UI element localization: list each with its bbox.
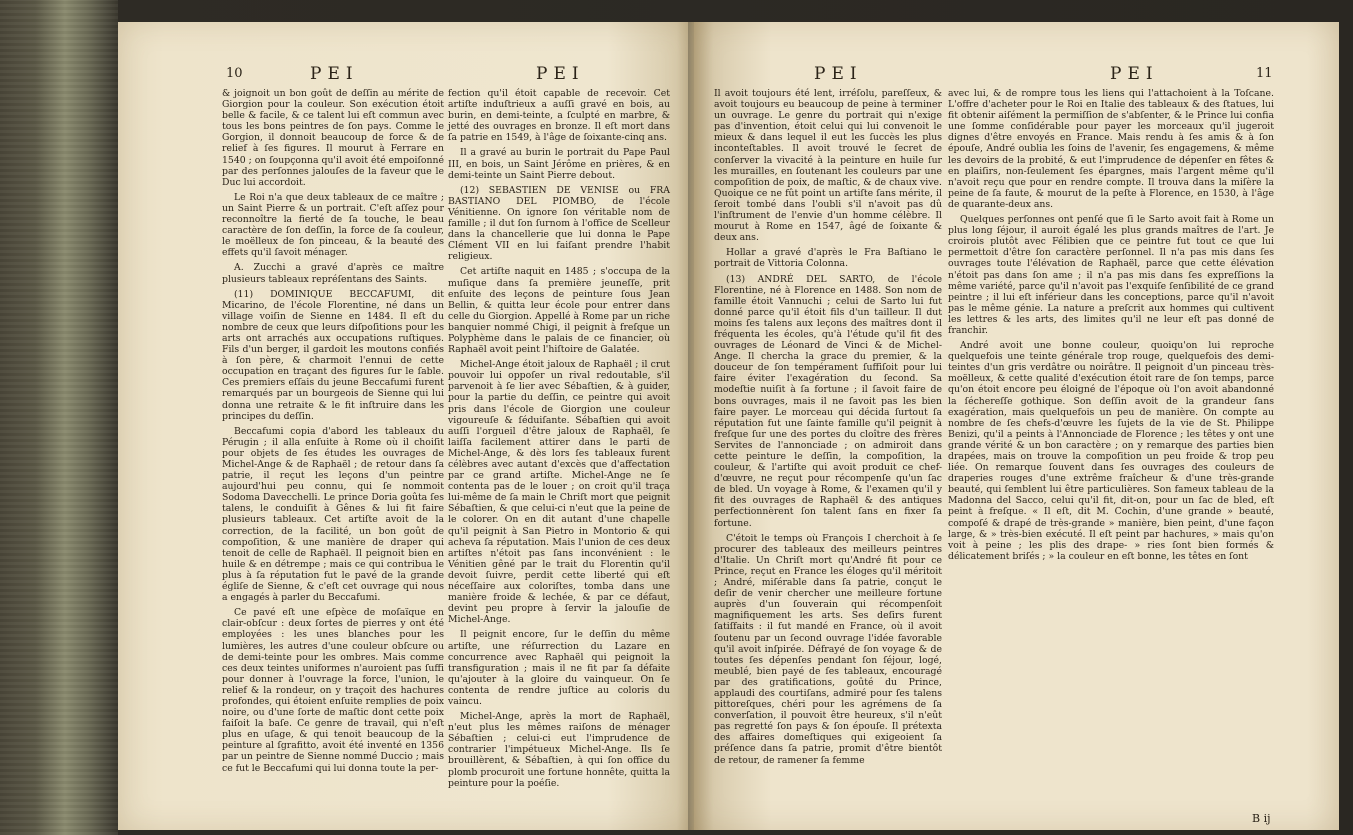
paragraph: Michel-Ange, après la mort de Raphaël, n'eut plus les mêmes raiſons de ménager Sébaſtien ; celui-ci eut l'imprudence de contrarier l'impétueux Michel-Ange. Ils ſe brouillèrent, & Sébaſtien, à qui ſon office du plomb procuroit une fortune honnête, quitta la peinture pour la poéſie. xyxy=(448,711,670,789)
paragraph: Il avoit toujours été lent, irréſolu, pareſſeux, & avoit toujours eu beaucoup de peine à terminer un ouvrage. Le genre du portrait qui n'exige pas d'invention, étoit celui qui lui convenoit le mieux & dans lequel il eut les ſuccès les plus inconteſtables. Il avoit trouvé le ſecret de conſerver la vivacité à la peinture en huile ſur les murailles, en ſoutenant les couleurs par une compoſition de poix, de maſtic, & de chaux vive. Quoique ce ne fût point un artiſte ſans mérite, il ſeroit tombé dans l'oubli s'il n'avoit pas dû l'inſtrument de l'envie d'un homme célèbre. Il mourut à Rome en 1547, âgé de ſoixante & deux ans. xyxy=(714,88,942,244)
paragraph: Beccafumi copia d'abord les tableaux du Pérugin ; il alla enſuite à Rome où il choiſit pour objets de ſes études les ouvrages de Michel-Ange & de Raphaël ; de retour dans ſa patrie, il reçut les leçons d'un peintre aujourd'hui peu connu, qui ſe nommoit Sodoma Davecchelli. Le prince Doria goûta ſes talens, le conduiſit à Gênes & lui fit faire plusieurs tableaux. Cet artiſte avoit de la correction, de la facilité, un bon goût de compoſition, & une manière de draper qui tenoit de celle de Raphaël. Il peignoit bien en huile & en détrempe ; mais ce qui contribua le plus à ſa réputation fut le pavé de la grande égliſe de Sienne, & c'eſt cet ouvrage qui nous a engagés à parler du Beccafumi. xyxy=(222,425,444,604)
paragraph: Michel-Ange étoit jaloux de Raphaël ; il crut pouvoir lui oppoſer un rival redoutable, s'il parvenoit à ſe lier avec Sébaſtien, & à guider, pour la partie du deſſin, ce peintre qui avoit pris dans l'école de Giorgion une couleur vigoureuſe & ſéduiſante. Sébaſtien qui avoit auſſi l'orgueil d'être jaloux de Raphaël, ſe laiſſa facilement attirer dans le parti de Michel-Ange, & dès lors ſes tableaux furent célèbres avec autant d'excès que d'affectation par ce grand artiſte. Michel-Ange ne ſe contenta pas de le louer ; on croit qu'il traça lui-même de ſa main le Chriſt mort que peignit Sébaſtien, & que celui-ci n'eut que la peine de le colorer. On en dit autant d'une chapelle qu'il peignit à San Pietro in Montorio & qui acheva ſa réputation. Mais l'union de ces deux artiſtes n'étoit pas ſans inconvénient : le Vénitien gêné par le trait du Florentin qu'il devoit ſuivre, perdit cette liberté qui eſt néceſſaire aux coloriſtes, tomba dans une manière froide & lechée, & par ce défaut, devint peu propre à ſervir la jalouſie de Michel-Ange. xyxy=(448,359,670,626)
left-page-column-2 xyxy=(448,88,670,793)
paragraph: Ce pavé eſt une eſpèce de moſaïque en clair-obſcur : deux ſortes de pierres y ont été employées : les unes blanches pour les lumières, les autres d'une couleur obſcure ou de demi-teinte pour les ombres. Mais comme ces deux teintes uniformes n'auroient pas ſuffi pour donner à l'ouvrage la force, l'union, le relief & la rondeur, on y traçoit des hachures profondes, qui étoient enſuite remplies de poix noire, ou d'une ſorte de maſtic dont cette poix faiſoit la baſe. Ce genre de travail, qui n'eſt plus en uſage, & qui tenoit beaucoup de la peinture al ſgrafitto, avoit été inventé en 1356 par un peintre de Sienne nommé Duccio ; mais ce fut le Beccafumi qui lui donna toute la per- xyxy=(222,607,444,774)
left-page-column-1 xyxy=(222,88,444,778)
left-running-head-left: PEI xyxy=(310,64,359,84)
book-binding xyxy=(0,0,118,835)
right-page-number: 11 xyxy=(1256,66,1273,81)
paragraph: C'étoit le temps où François I cherchoit à ſe procurer des tableaux des meilleurs peintres d'Italie. Un Chriſt mort qu'André fit pour ce Prince, reçut en France les éloges qu'il méritoit ; André, miſérable dans ſa patrie, conçut le deſir de venir chercher une meilleure fortune auprès d'un ſouverain qui récompenſoit magnifiquement les arts. Ses deſirs furent ſatiſfaits : il fut mandé en France, où il avoit ſoutenu par un ſecond ouvrage l'idée favorable qu'il avoit inſpirée. Défrayé de ſon voyage & de toutes ſes dépenſes pendant ſon ſéjour, logé, meublé, bien payé de ſes tableaux, encouragé par des gratifications, goûté du Prince, applaudi des courtiſans, admiré pour ſes talens pittoreſques, chéri pour les agrémens de ſa converſation, il pouvoit être heureux, s'il n'eût pas regretté ſon pays & ſon épouſe. Il prétexta des affaires domeſtiques qui exigeoient ſa préſence dans ſa patrie, promit d'être bientôt de retour, de ramener ſa femme xyxy=(714,532,942,766)
right-running-head-right: PEI xyxy=(1110,64,1159,84)
paragraph: Il peignit encore, ſur le deſſin du même artiſte, une réſurrection du Lazare en concurrence avec Raphaël qui peignoit la transfiguration ; mais il ne fit par ſa défaite qu'ajouter à la gloire du vainqueur. On ſe contenta de rendre juſtice au coloris du vaincu. xyxy=(448,629,670,707)
paragraph: (11) DOMINIQUE BECCAFUMI, dit Micarino, de l'école Florentine, né dans un village voiſin de Sienne en 1484. Il eſt du nombre de ceux que leurs diſpoſitions pour les arts ont arrachés aux occupations ruſtiques. Fils d'un berger, il gardoit les moutons confiés à ſon père, & charmoit l'ennui de cette occupation en traçant des figures ſur le ſable. Ces premiers eſſais du jeune Beccafumi furent remarqués par un bourgeois de Sienne qui lui donna une retraite & le fit inſtruire dans les principes du deſſin. xyxy=(222,288,444,422)
paragraph: Hollar a gravé d'après le Fra Baſtiano le portrait de Vittoria Colonna. xyxy=(714,247,942,270)
paragraph: (12) SEBASTIEN DE VENISE ou FRA BASTIANO DEL PIOMBO, de l'école Vénitienne. On ignore ſon véritable nom de famille ; il dut ſon ſurnom à l'office de Scelleur dans la chancellerie que lui donna le Pape Clément VII en lui faiſant prendre l'habit religieux. xyxy=(448,184,670,263)
paragraph: (13) ANDRÉ DEL SARTO, de l'école Florentine, né à Florence en 1488. Son nom de famille étoit Vannuchi ; celui de Sarto lui fut donné parce qu'il étoit fils d'un tailleur. Il dut moins ſes talens aux leçons des maîtres dont il fréquenta les écoles, qu'à l'étude qu'il fit des ouvrages de Léonard de Vinci & de Michel-Ange. Il chercha la grace du premier, & la douceur de ſon tempérament ſuffiſoit pour lui faire éviter l'exagération du ſecond. Sa modeſtie nuiſit à ſa fortune ; il ſavoit faire de bons ouvrages, mais il ne ſavoit pas les bien faire payer. Le morceau qui décida ſurtout ſa réputation fut une ſainte famille qu'il peignit à freſque ſur une des portes du cloître des frères Servites de l'annonciade ; on admiroit dans cette peinture le deſſin, la compoſition, la couleur, & l'artiſte qui avoit produit ce chef-d'œuvre, ne reçut pour récompenſe qu'un ſac de bled. Un voyage à Rome, & l'examen qu'il y fit des ouvrages de Raphaël & des antiques perfectionnèrent ſon talent ſans en fixer ſa fortune. xyxy=(714,273,942,529)
paragraph: avec lui, & de rompre tous les liens qui l'attachoient à la Toſcane. L'offre d'acheter pour le Roi en Italie des tableaux & des ſtatues, lui fit obtenir aiſément la permiſſion de s'abſenter, & le Prince lui confia une ſomme conſidérable pour payer les morceaux qu'il jugeroit dignes d'être envoyés en France. Mais rendu à ſes amis & à ſon épouſe, André oublia les ſoins de l'avenir, ſes engagemens, & même les devoirs de la probité, & eut l'imprudence de dépenſer en fêtes & en plaiſirs, non-ſeulement ſes épargnes, mais l'argent même qu'il n'avoit reçu que pour en rendre compte. Il trouva dans la miſère la peine de ſa faute, & mourut de la peſte à Florence, en 1530, à l'âge de quarante-deux ans. xyxy=(948,88,1274,210)
paragraph: A. Zucchi a gravé d'après ce maître plusieurs tableaux repréſentans des Saints. xyxy=(222,262,444,285)
paragraph: Le Roi n'a que deux tableaux de ce maître ; un Saint Pierre & un portrait. C'eſt aſſez pour reconnoître la fierté de ſa touche, le beau caractère de ſon deſſin, la force de ſa couleur, le moëlleux de ſon pinceau, & la beauté des effets qu'il ſavoit ménager. xyxy=(222,191,444,259)
right-page-column-1 xyxy=(714,88,942,770)
paragraph: Cet artiſte naquit en 1485 ; s'occupa de la muſique dans ſa première jeuneſſe, prit enſuite des leçons de peinture ſous Jean Bellin, & quitta leur école pour entrer dans celle du Giorgion. Appellé à Rome par un riche banquier nommé Chigi, il peignit à freſque un Polyphème dans le palais de ce financier, où Raphaël avoit peint l'hiſtoire de Galatée. xyxy=(448,266,670,356)
left-running-head-right: PEI xyxy=(536,64,585,84)
paragraph: & joignoit un bon goût de deſſin au mérite de Giorgion pour la couleur. Son exécution étoit belle & facile, & ce talent lui eſt commun avec tous les bons peintres de ſon pays. Comme le Gorgion, il donnoit beaucoup de force & de relief à ſes figures. Il mourut à Ferrare en 1540 ; on ſoupçonna qu'il avoit été empoiſonné par des perſonnes jalouſes de la faveur que le Duc lui accordoit. xyxy=(222,88,444,188)
right-page-column-2 xyxy=(948,88,1274,566)
left-page-number: 10 xyxy=(226,66,243,81)
signature-mark: B ij xyxy=(1252,812,1271,825)
paragraph: fection qu'il étoit capable de recevoir. Cet artiſte induſtrieux a auſſi gravé en bois, au burin, en demi-teinte, a ſculpté en marbre, & jetté des ouvrages en bronze. Il eſt mort dans ſa patrie en 1549, à l'âge de ſoixante-cinq ans. xyxy=(448,88,670,144)
right-running-head-left: PEI xyxy=(814,64,863,84)
right-page xyxy=(694,22,1339,830)
left-page xyxy=(118,22,694,830)
paragraph: Quelques perſonnes ont penſé que ſi le Sarto avoit fait à Rome un plus long ſéjour, il auroit égalé les plus grands maîtres de l'art. Je croirois plutôt avec Félibien que ce peintre fut tout ce que lui permettoit d'être ſon caractère perſonnel. Il n'a pas mis dans ſes ouvrages toute l'élévation de Raphaël, parce que cette élévation n'étoit pas dans ſon ame ; il n'a pas mis dans ſes expreſſions la même variété, parce qu'il n'avoit pas l'exquiſe ſenſibilité de ce grand peintre ; il lui eſt inférieur dans les conceptions, parce qu'il n'avoit pas le même génie. La nature a preſcrit aux hommes qui cultivent les lettres & les arts, des limites qu'il ne leur eſt pas donné de franchir. xyxy=(948,214,1274,336)
paragraph: André avoit une bonne couleur, quoiqu'on lui reproche quelquefois une teinte générale trop rouge, quelquefois des demi-teintes d'un gris verdâtre ou noirâtre. Il peignoit d'un pinceau très-moëlleux, & cette qualité d'exécution étoit rare de ſon temps, parce qu'on étoit encore peu éloigné de l'époque où l'on avoit abandonné la ſéchereſſe gothique. Son deſſin avoit de la grandeur ſans exagération, mais quelquefois un peu de manière. On compte au nombre de ſes chefs-d'œuvre les ſujets de la vie de St. Philippe Benizi, qu'il a peints à l'Annonciade de Florence ; les têtes y ont une grande vérité & un bon caractère ; on y remarque des parties bien drapées, mais on trouve la compoſition un peu froide & trop peu liée. On remarque ſouvent dans ſes ouvrages des couleurs de draperies rouges d'une extrême fraîcheur & d'une très-grande beauté, qui ſemblent lui être particulières. Son fameux tableau de la Madonna del Sacco, celui qu'il fit, dit-on, pour un ſac de bled, eſt peint à freſque. « Il eſt, dit M. Cochin, d'une grande » beauté, compoſé & drapé de très-grande » manière, bien peint, d'une façon large, & » très-bien exécuté. Il eſt peint par hachures, » mais qu'on voit à peine ; les plis des drape- » ries ſont bien formés & délicatement briſés ; » la couleur en eſt bonne, les têtes en ſont xyxy=(948,340,1274,562)
paragraph: Il a gravé au burin le portrait du Pape Paul III, en bois, un Saint Jérôme en prières, & en demi-teinte un Saint Pierre debout. xyxy=(448,147,670,181)
